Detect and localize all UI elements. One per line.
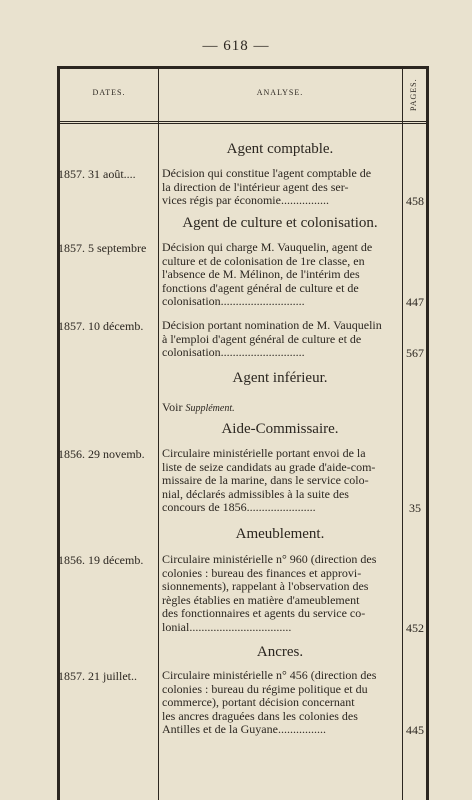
entry-date: 1857. 5 septembre: [58, 241, 147, 255]
entry-line: nial, déclarés admissibles à la suite des: [162, 486, 349, 501]
entry-line: concours de 1856.......................: [162, 500, 316, 514]
voir-target: Supplément.: [185, 403, 235, 414]
entry-line: commerce), portant décision concernant: [162, 695, 355, 709]
entry-line: la direction de l'intérieur agent des ser-: [162, 179, 349, 194]
section-title: Ameublement.: [235, 526, 325, 542]
entry-date: 1857. 31 août....: [58, 167, 136, 181]
entry-line: sionnements), rappelant à l'observation des: [162, 579, 369, 593]
entry-line: fonctions d'agent général de culture et de: [162, 280, 359, 295]
entry-text: [162, 167, 398, 208]
entry-line: les ancres draguées dans les colonies des: [162, 708, 358, 723]
entry-text: [162, 447, 398, 515]
entry-date: 1856. 19 décemb.: [58, 553, 144, 567]
entry-text: [162, 241, 398, 309]
section-title: Agent comptable.: [226, 141, 334, 157]
cross-reference: [162, 400, 235, 415]
table-frame: [57, 66, 429, 800]
section-title: Agent de culture et colonisation.: [182, 215, 378, 231]
entry-line: Décision portant nomination de M. Vauquelin: [162, 318, 382, 332]
entry-page: 447: [406, 295, 424, 309]
section-title: Ancres.: [256, 644, 304, 660]
entry-text: [162, 319, 398, 360]
column-divider: [402, 69, 403, 800]
entry-page: 445: [406, 723, 424, 737]
entry-line: Circulaire ministérielle n° 960 (direction des: [162, 552, 377, 566]
entry-line: colonisation............................: [162, 345, 305, 359]
entry-line: à l'emploi d'agent général de culture et de: [162, 331, 362, 346]
entry-text: [162, 669, 398, 737]
entry-line: colonies : bureau du régime politique et du: [162, 681, 368, 696]
entry-text: [162, 553, 398, 634]
entry-page: 567: [406, 346, 424, 360]
entry-date: 1857. 21 juillet..: [58, 669, 137, 683]
entry-line: culture et de colonisation de 1re classe, en: [162, 253, 365, 268]
entry-line: colonisation............................: [162, 294, 305, 308]
entry-page: 452: [406, 621, 424, 635]
entry-date: 1856. 29 novemb.: [58, 447, 145, 461]
entry-date: 1857. 10 décemb.: [58, 319, 144, 333]
entry-line: Circulaire ministérielle portant envoi de la: [162, 446, 366, 460]
entry-line: Décision qui charge M. Vauquelin, agent de: [162, 240, 373, 254]
entry-line: Décision qui constitue l'agent comptable de: [162, 166, 372, 180]
entry-line: l'absence de M. Mélinon, de l'intérim des: [162, 267, 360, 281]
table-header: [60, 69, 426, 124]
entry-line: des fonctionnaires et agents du service co-: [162, 606, 366, 620]
entry-line: lonial..................................: [162, 619, 292, 634]
entry-line: colonies : bureau des finances et approvi-: [162, 565, 362, 580]
entry-page: 35: [409, 501, 421, 515]
page-number: — 618 —: [202, 38, 270, 54]
entry-line: vices régis par économie................: [162, 193, 329, 207]
entry-line: règles établies en matière d'ameublement: [162, 592, 360, 607]
entry-line: missaire de la marine, dans le service colo-: [162, 473, 369, 487]
entry-line: Antilles et de la Guyane................: [162, 722, 326, 736]
entry-line: liste de seize candidats au grade d'aide-com-: [162, 459, 376, 474]
entry-line: Circulaire ministérielle n° 456 (direction des: [162, 668, 377, 682]
header-dates: DATES.: [92, 88, 126, 97]
entry-page: 458: [406, 194, 424, 208]
header-pages: PAGES.: [409, 78, 418, 112]
section-title: Aide-Commissaire.: [221, 421, 339, 437]
header-analyse: ANALYSE.: [256, 88, 304, 97]
section-title: Agent inférieur.: [232, 370, 328, 386]
voir-label: Voir: [162, 400, 183, 414]
